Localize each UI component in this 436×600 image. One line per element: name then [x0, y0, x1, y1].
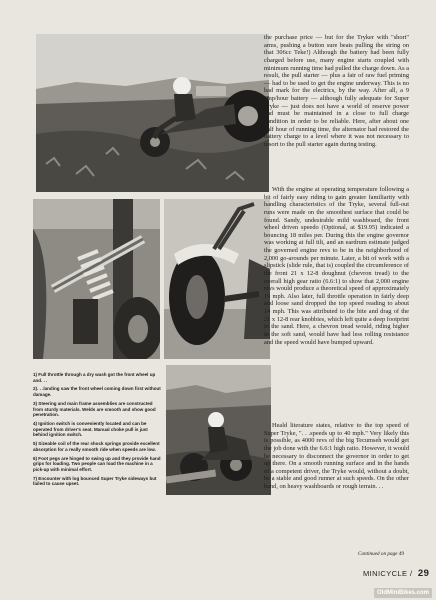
photo-front-wheel	[164, 199, 270, 359]
caption-5: 5) Sizeable coil of the rear shock springs provide excellent absorption for a really smooth ride when speeds are low.	[33, 441, 160, 452]
caption-2: 2). . .landing saw the front wheel coming down first without damage.	[33, 386, 161, 398]
caption-1: 1) Full throttle through a dry wash got the front wheel up and. . .	[33, 372, 156, 383]
watermark: OldMiniBikes.com	[374, 588, 432, 598]
article-column-middle	[264, 186, 409, 346]
caption-4: 4) Ignition switch is conveniently located and can be operated from driver's seat. Manual choke pull is just behind ignition switch.	[33, 421, 148, 438]
article-column-top	[264, 34, 409, 148]
caption-7: 7) Encounter with log bounced Super Tryke sideways but failed to cause upset.	[33, 475, 157, 487]
folio-separator: /	[409, 569, 413, 578]
caption-3: 3) Steering and main frame assemblies are constructed from sturdy materials. Welds are smooth and show good penetration.	[33, 400, 156, 418]
caption-6: 6) Foot pegs are hinged to swing up and they provide hand grips for loading. Two people can load the machine in a pick-up with minimal effort.	[33, 455, 161, 472]
photo-log-encounter	[166, 365, 271, 495]
page-folio	[363, 568, 429, 579]
article-column-bottom	[264, 422, 409, 491]
magazine-name: MINICYCLE	[363, 569, 408, 578]
photo-frame-spring	[33, 199, 160, 359]
article-paragraph-2: With the engine at operating temperature following a bit of fairly easy riding to gain greater familiarity with handling characteristics of the Tryke, several full-out runs were made on the smoothest surface that could be found. Sandy, undesirable mild washboard, the front wheel driven speedo (Optional, at $19.95) indicated a bouncing 18 miles per. During this the engine governor was working at full tilt, and an eardrum estimate judged the governed engine revs to be in the neighborhood of 2,000 go-arounds per minute. Later, a bit of work with a slipstick (slide rule, that is) coupled the circumference of the front 21 x 12-8 doughnut (chevron tread) to the overall high gear ratio (6.6:1) to show that 2,000 engine revs would produce a theoretical speed of approximately 19 mph. Also later, full throttle operation in fairly deep and loose sand dropped the top speed reading to about 14 mph. This was attributed to the bite and drag of the 21 x 12-8 rear knobbies, which left quite a deep footprint in the sand. Here, a chevron tread would, riding higher in the soft sand, would have had less rolling resistance and the speed would have bumped upward.	[264, 186, 409, 346]
article-paragraph-3: Heald literature states, relative to the top speed of Super Tryke, ". . .speeds up to 40 mph." Very likely this is possible, as 4000 revs of the big Tecumseh would get the job done with the 6.6:1 high ratio. However, it would be necessary to disconnect the governor in order to get up there. On a smooth running surface and in the hands of a competent driver, the Tryke would, without a doubt, be a stable and good runner at such speeds. On the other hand, on heavy washboards or rough terrain. . .	[264, 422, 409, 490]
article-paragraph-1: the purchase price — but for the Tryker with "short" arms, pushing a button sure beats pulling the string on that 306cc Teke!) Although the battery had been fully charged before use, many engine starts coupled with minimum running time had pulled the charge down. As a result, the pull starter — plus a fair of raw fuel priming — had to be used to get the engine underway. This is no bad mark for the electrics, by the way. After all, a 9 amp/hour battery — although fully adequate for Super Tryke — just does not have a world of reserve power and must be maintained in a close to full charge condition in order to be reliable. Here, after about one half hour of running time, the alternator had restored the battery charge to a level where it was not necessary to resort to the pull starter again during testing.	[264, 34, 409, 148]
photo-trike-wheelie	[36, 34, 269, 192]
continued-note: Continued on page 49	[358, 551, 404, 557]
page-number: 29	[417, 568, 430, 579]
photo-captions	[33, 372, 163, 490]
